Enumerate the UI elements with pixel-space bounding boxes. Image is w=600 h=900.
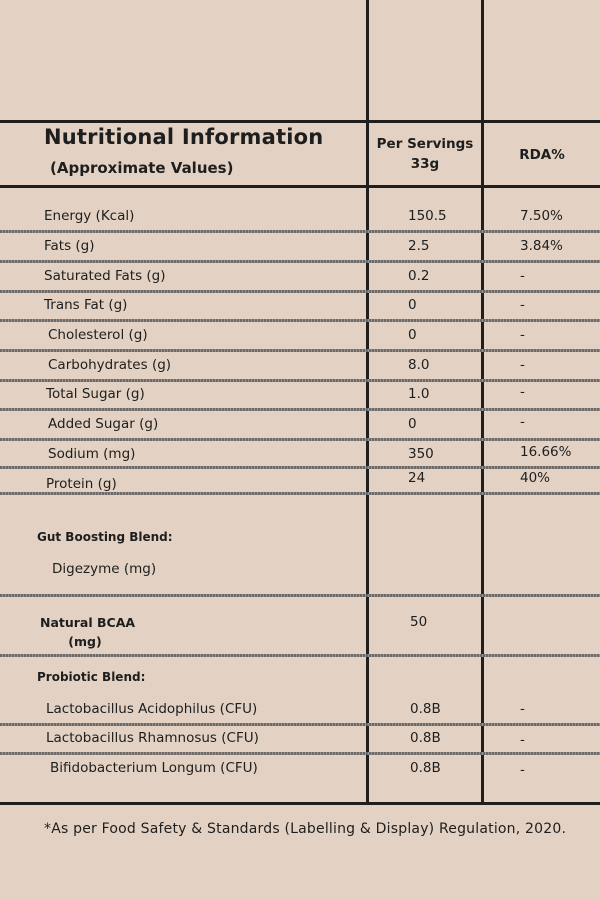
gut-blend-heading: Gut Boosting Blend: (37, 530, 173, 544)
row-rda: 16.66% (520, 444, 572, 460)
row-rda: 40% (520, 470, 551, 486)
serving-size-value: 33g (410, 156, 440, 172)
row-rda: 3.84% (520, 238, 563, 254)
probiotic-label: Bifidobacterium Longum (CFU) (50, 760, 258, 776)
row-rda: - (520, 268, 525, 284)
row-divider (0, 230, 600, 233)
row-label: Cholesterol (g) (48, 327, 148, 343)
bcaa-label (40, 613, 136, 651)
row-serving: 150.5 (408, 208, 447, 224)
probiotic-label: Lactobacillus Acidophilus (CFU) (46, 701, 258, 717)
row-label: Protein (g) (46, 476, 117, 492)
row-divider (0, 752, 600, 755)
probiotic-rda: - (520, 701, 525, 717)
row-serving: 24 (408, 470, 426, 486)
table-bottom-border (0, 802, 600, 805)
probiotic-serving: 0.8B (410, 760, 441, 776)
row-serving: 0 (408, 416, 417, 432)
row-divider (0, 492, 600, 495)
row-serving: 1.0 (408, 386, 430, 402)
probiotic-serving: 0.8B (410, 701, 441, 717)
row-label: Total Sugar (g) (46, 386, 145, 402)
rda-column-header: RDA% (519, 147, 565, 163)
header-bottom-border (0, 185, 600, 188)
probiotic-rda: - (520, 732, 525, 748)
row-divider (0, 349, 600, 352)
bcaa-label-line: Natural BCAA (40, 615, 136, 630)
row-divider (0, 408, 600, 411)
row-label: Added Sugar (g) (48, 416, 159, 432)
probiotic-serving: 0.8B (410, 730, 441, 746)
row-divider (0, 319, 600, 322)
probiotic-label: Lactobacillus Rhamnosus (CFU) (46, 730, 259, 746)
bcaa-serving: 50 (410, 614, 428, 630)
row-divider (0, 290, 600, 293)
row-rda: 7.50% (520, 208, 563, 224)
row-divider (0, 260, 600, 263)
probiotic-heading: Probiotic Blend: (37, 670, 146, 684)
bcaa-unit: (mg) (68, 634, 102, 649)
serving-header-line: Per Servings (376, 136, 474, 152)
row-serving: 0 (408, 297, 417, 313)
row-serving: 350 (408, 446, 434, 462)
row-label: Carbohydrates (g) (48, 357, 172, 373)
row-label: Trans Fat (g) (44, 297, 128, 313)
probiotic-rda: - (520, 762, 525, 778)
row-divider (0, 654, 600, 657)
row-rda: - (520, 414, 525, 430)
row-rda: - (520, 297, 525, 313)
row-divider (0, 379, 600, 382)
row-divider (0, 723, 600, 726)
row-divider (0, 438, 600, 441)
table-title: Nutritional Information (44, 125, 324, 149)
row-label: Sodium (mg) (48, 446, 136, 462)
gut-blend-item: Digezyme (mg) (52, 561, 157, 577)
row-serving: 2.5 (408, 238, 430, 254)
row-label: Fats (g) (44, 238, 95, 254)
row-serving: 0.2 (408, 268, 430, 284)
row-label: Saturated Fats (g) (44, 268, 166, 284)
row-divider (0, 594, 600, 597)
row-rda: - (520, 327, 525, 343)
row-divider (0, 466, 600, 469)
row-serving: 8.0 (408, 357, 430, 373)
row-label: Energy (Kcal) (44, 208, 135, 224)
row-rda: - (520, 384, 525, 400)
table-subtitle: (Approximate Values) (50, 159, 234, 177)
serving-column-header (369, 134, 481, 174)
row-serving: 0 (408, 327, 417, 343)
regulation-footnote: *As per Food Safety & Standards (Labelling & Display) Regulation, 2020. (44, 821, 567, 837)
table-top-border (0, 120, 600, 123)
row-rda: - (520, 357, 525, 373)
